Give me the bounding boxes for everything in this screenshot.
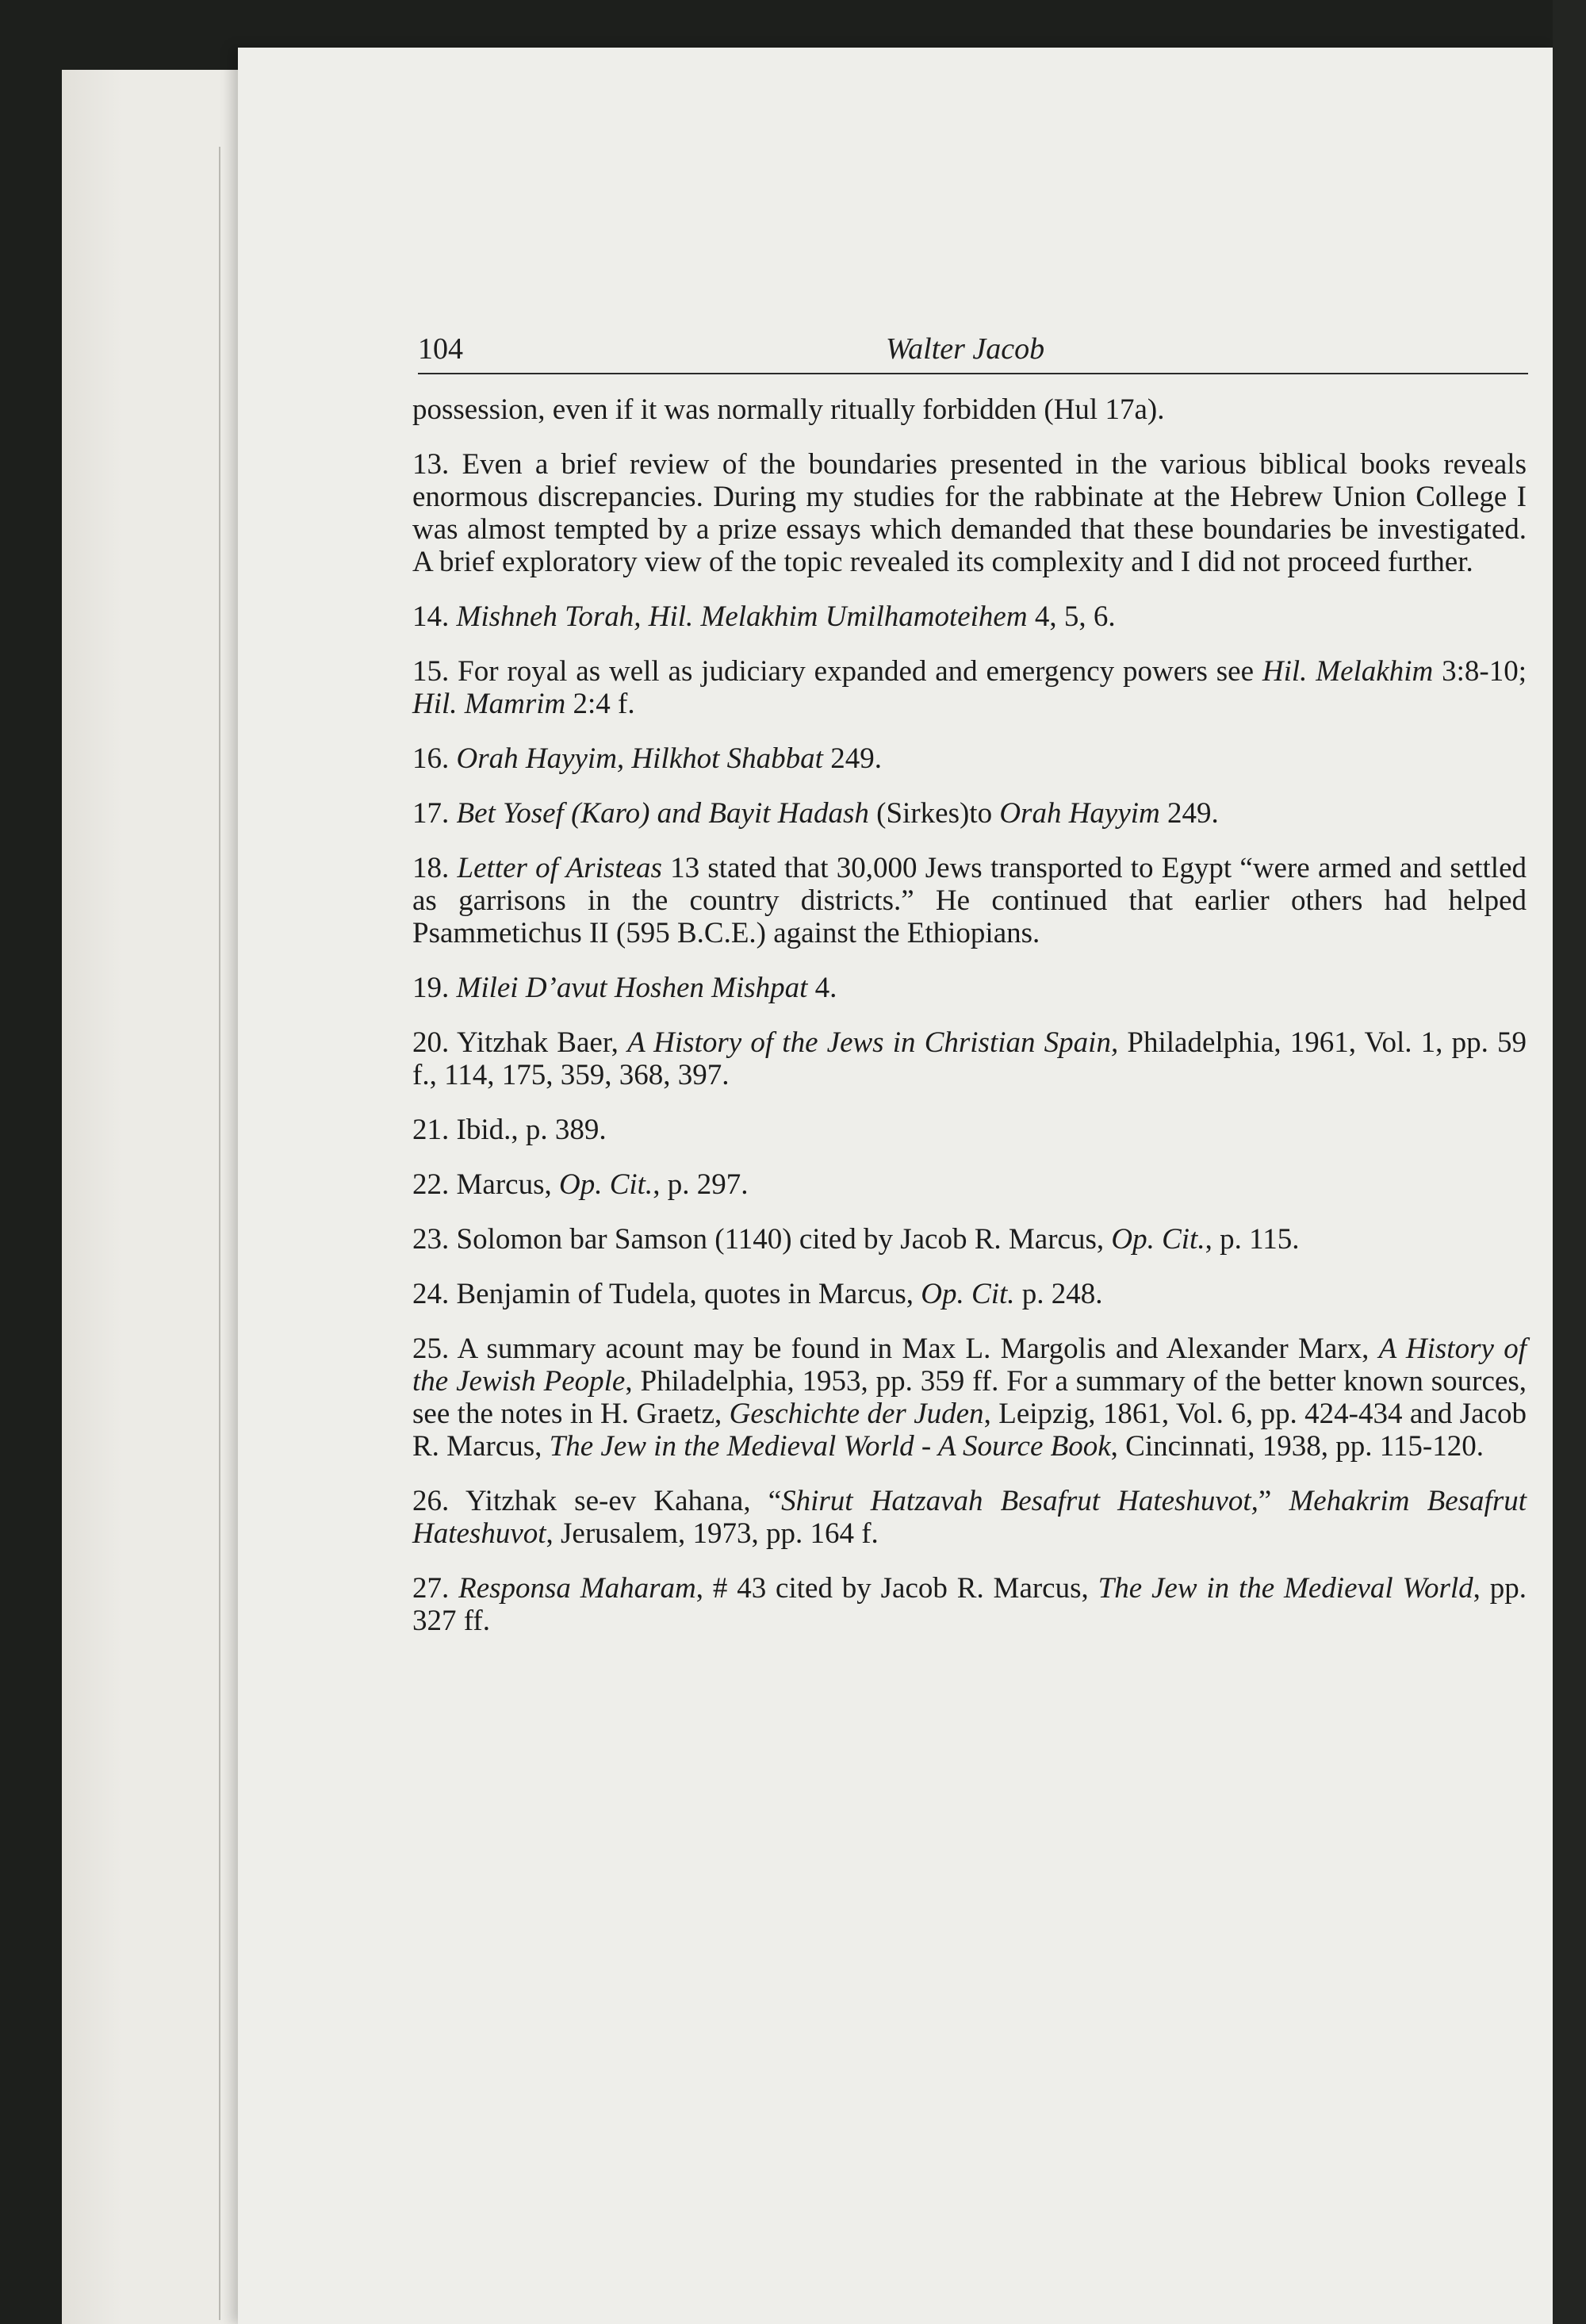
note-run: , p. 297. xyxy=(653,1168,749,1201)
note-text xyxy=(412,1333,1527,1463)
italic-title: A History of the Jewish People xyxy=(412,1333,1527,1398)
note-text xyxy=(412,1026,1527,1091)
note-run: 18. xyxy=(412,852,458,884)
note-run: 26. Yitzhak se-ev Kahana, “ xyxy=(412,1485,782,1517)
note-run: , Leipzig, 1861, Vol. 6, pp. 424-434 and Jacob R. Marcus, xyxy=(412,1398,1527,1463)
note-run: 22. Marcus, xyxy=(412,1168,559,1201)
note-run: 15. For royal as well as judiciary expanded and emergency powers see xyxy=(412,655,1262,688)
endnote-24 xyxy=(412,1278,1527,1310)
italic-title: The Jew in the Medieval World - A Source Book xyxy=(549,1430,1111,1463)
italic-title: Hil. Melakhim xyxy=(1262,655,1434,688)
endnotes-list xyxy=(412,393,1527,1659)
italic-title: Op. Cit. xyxy=(921,1278,1015,1310)
italic-title: Hil. Mamrim xyxy=(412,688,566,720)
note-text xyxy=(412,1485,1527,1550)
italic-title: Milei D’avut Hoshen Mishpat xyxy=(456,972,808,1004)
italic-title: Op. Cit. xyxy=(1111,1223,1205,1256)
endnote-14 xyxy=(412,600,1527,633)
endnote-15 xyxy=(412,655,1527,720)
italic-title: Op. Cit. xyxy=(558,1168,653,1201)
note-run: (Sirkes)to xyxy=(868,797,1000,830)
endnote-16 xyxy=(412,742,1527,775)
note-run: possession, even if it was normally ritually forbidden (Hul 17a). xyxy=(412,393,1165,426)
book-spine xyxy=(1553,0,1586,2324)
note-run: , pp. 327 ff. xyxy=(412,1572,1527,1637)
italic-title: Orah Hayyim xyxy=(999,797,1160,830)
note-run: 13 stated that 30,000 Jews transported to Egypt “were armed and settled as garrisons in the country districts.” He continued that earlier others had helped Psammetichus II (595 B.C.E.) against the Ethiopians. xyxy=(412,852,1527,949)
italic-title: The Jew in the Medieval World xyxy=(1098,1572,1473,1605)
endnote-22 xyxy=(412,1168,1527,1201)
endnote-26 xyxy=(412,1485,1527,1550)
note-text xyxy=(412,600,1527,633)
note-run: 21. Ibid., p. 389. xyxy=(412,1114,607,1146)
note-run: 19. xyxy=(412,972,457,1004)
note-run: 23. Solomon bar Samson (1140) cited by Jacob R. Marcus, xyxy=(412,1223,1112,1256)
note-run: , Jerusalem, 1973, pp. 164 f. xyxy=(546,1517,879,1550)
italic-title: Responsa Maharam xyxy=(458,1572,696,1605)
italic-title: Letter of Aristeas xyxy=(457,852,662,884)
note-run: , Philadelphia, 1953, pp. 359 ff. For a summary of the better known sources, see the notes in H. Graetz, xyxy=(412,1365,1527,1430)
note-text xyxy=(412,972,1527,1004)
italic-title: Shirut Hatzavah Besafrut Hateshuvot, xyxy=(781,1485,1258,1517)
note-run: , p. 115. xyxy=(1205,1223,1300,1256)
note-run: 2:4 f. xyxy=(565,688,635,720)
note-run: 249. xyxy=(822,742,882,775)
note-text xyxy=(412,1278,1527,1310)
italic-title: Orah Hayyim, Hilkhot Shabbat xyxy=(456,742,823,775)
note-text xyxy=(412,1223,1527,1256)
endnote-27 xyxy=(412,1572,1527,1637)
endnote-23 xyxy=(412,1223,1527,1256)
endnote-21 xyxy=(412,1114,1527,1146)
endnote-13 xyxy=(412,448,1527,578)
note-run: p. 248. xyxy=(1014,1278,1103,1310)
note-run: Philadelphia, 1961, Vol. 1, pp. 59 f., 114, 175, 359, 368, 397. xyxy=(412,1026,1527,1091)
italic-title: Bet Yosef (Karo) and Bayit Hadash xyxy=(456,797,869,830)
note-text xyxy=(412,393,1527,426)
running-header xyxy=(418,317,1528,374)
note-run: 25. A summary acount may be found in Max L. Margolis and Alexander Marx, xyxy=(412,1333,1379,1365)
endnote-20 xyxy=(412,1026,1527,1091)
note-run: 16. xyxy=(412,742,457,775)
endnote-25 xyxy=(412,1333,1527,1463)
note-text xyxy=(412,742,1527,775)
note-text xyxy=(412,1168,1527,1201)
note-run: 27. xyxy=(412,1572,459,1605)
note-run: 3:8-10; xyxy=(1433,655,1527,688)
note-run: 14. xyxy=(412,600,457,633)
note-run: , # 43 cited by Jacob R. Marcus, xyxy=(695,1572,1098,1605)
note-text xyxy=(412,655,1527,720)
italic-title: Mishneh Torah, Hil. Melakhim Umilhamoteihem xyxy=(456,600,1028,633)
italic-title: Mehakrim Besafrut Hateshuvot xyxy=(412,1485,1527,1550)
note-text xyxy=(412,448,1527,578)
endnote-17 xyxy=(412,797,1527,830)
running-head-author: Walter Jacob xyxy=(886,332,1045,366)
note-run: 24. Benjamin of Tudela, quotes in Marcus, xyxy=(412,1278,921,1310)
italic-title: A History of the Jews in Christian Spain, xyxy=(627,1026,1119,1059)
note-run: 4, 5, 6. xyxy=(1027,600,1116,633)
note-run: ” xyxy=(1258,1485,1289,1517)
endnote-19 xyxy=(412,972,1527,1004)
note-text xyxy=(412,1572,1527,1637)
note-run: 249. xyxy=(1159,797,1219,830)
note-run: 13. Even a brief review of the boundaries presented in the various biblical books reveals enormous discrepancies. During my studies for the rabbinate at the Hebrew Union College I was almost tempted by a prize essays which demanded that these boundaries be investigated. A brief exploratory view of the topic revealed its complexity and I did not proceed further. xyxy=(412,448,1527,578)
note-text xyxy=(412,1114,1527,1146)
note-run: 4. xyxy=(807,972,837,1004)
endnote-18 xyxy=(412,852,1527,949)
italic-title: Geschichte der Juden xyxy=(729,1398,984,1430)
note-run: , Cincinnati, 1938, pp. 115-120. xyxy=(1110,1430,1484,1463)
note-run: 20. Yitzhak Baer, xyxy=(412,1026,628,1059)
note-run: 17. xyxy=(412,797,457,830)
note-text xyxy=(412,852,1527,949)
page-number: 104 xyxy=(418,332,463,366)
note-text xyxy=(412,797,1527,830)
note-continuation xyxy=(412,393,1527,426)
